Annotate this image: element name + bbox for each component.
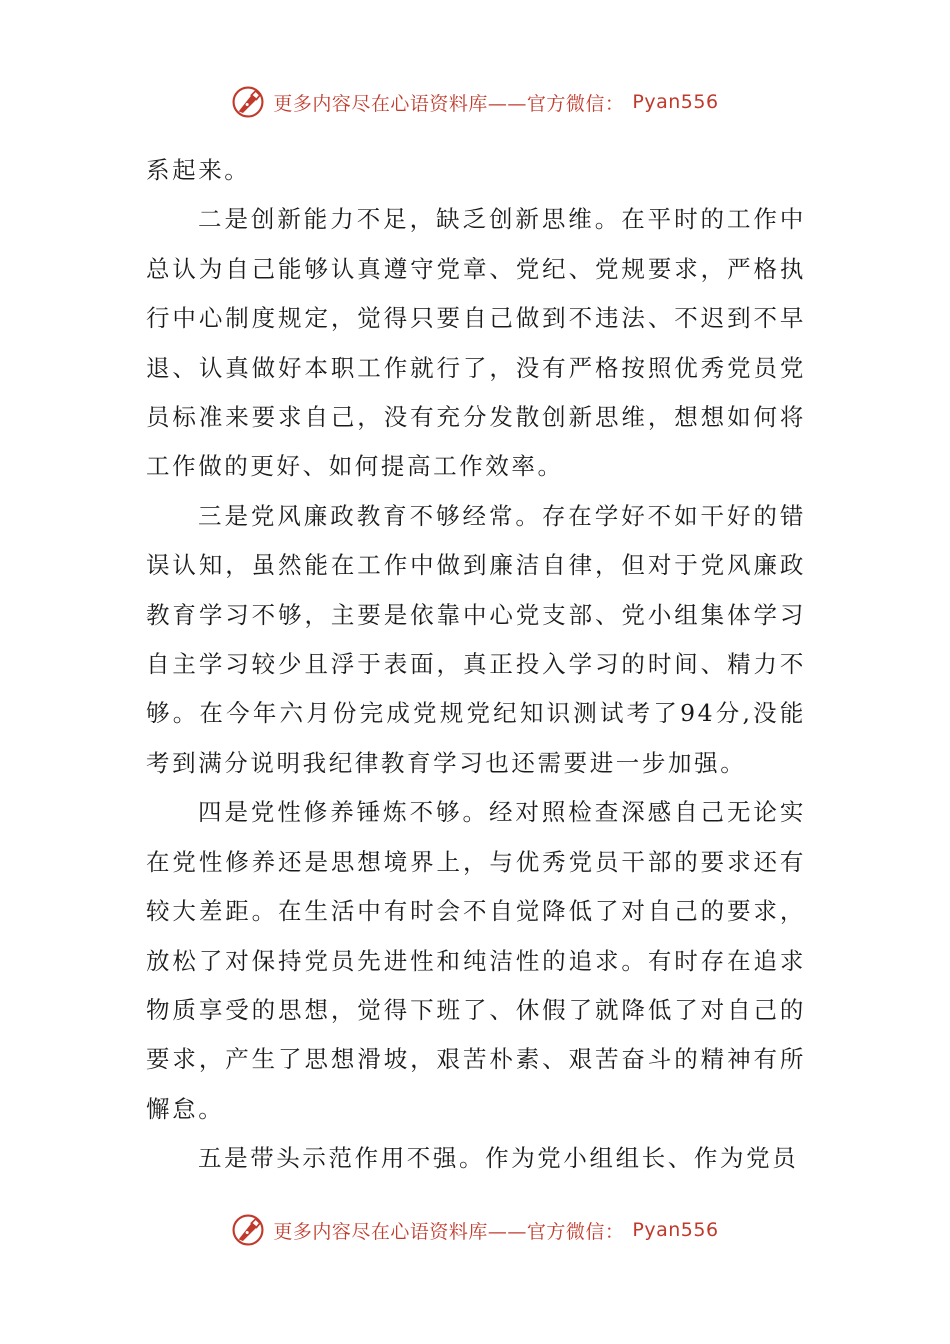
paragraph: 三是党风廉政教育不够经常。存在学好不如干好的错误认知，虽然能在工作中做到廉洁自律，但对于党风廉政教育学习不够，主要是依靠中心党支部、党小组集体学习自主学习较少且浮于表面，真正投入学习的时间、精力不够。在今年六月份完成党规党纪知识测试考了94分,没能考到满分说明我纪律教育学习也还需要进一步加强。	[146, 501, 806, 777]
footer-wechat-id: Pyan556	[632, 1219, 719, 1241]
document-body	[146, 146, 806, 1184]
paragraph: 二是创新能力不足，缺乏创新思维。在平时的工作中总认为自己能够认真遵守党章、党纪、党规要求，严格执行中心制度规定，觉得只要自己做到不违法、不迟到不早退、认真做好本职工作就行了，没有严格按照优秀党员党员标准来要求自己，没有充分发散创新思维，想想如何将工作做的更好、如何提高工作效率。	[146, 205, 806, 481]
footer-banner	[0, 1208, 950, 1252]
header-wechat-id: Pyan556	[632, 91, 719, 113]
paragraph: 四是党性修养锤炼不够。经对照检查深感自己无论实在党性修养还是思想境界上，与优秀党员干部的要求还有较大差距。在生活中有时会不自觉降低了对自己的要求，放松了对保持党员先进性和纯洁性的追求。有时存在追求物质享受的思想，觉得下班了、休假了就降低了对自己的要求，产生了思想滑坡，艰苦朴素、艰苦奋斗的精神有所懈怠。	[146, 798, 806, 1123]
header-banner-text: 更多内容尽在心语资料库——官方微信：	[273, 92, 625, 115]
pen-nib-icon	[231, 85, 265, 119]
footer-banner-text: 更多内容尽在心语资料库——官方微信：	[273, 1220, 625, 1243]
pen-nib-icon	[231, 1213, 265, 1247]
paragraph: 系起来。	[146, 156, 251, 184]
header-banner	[0, 80, 950, 124]
paragraph: 五是带头示范作用不强。作为党小组组长、作为党员	[198, 1144, 799, 1173]
